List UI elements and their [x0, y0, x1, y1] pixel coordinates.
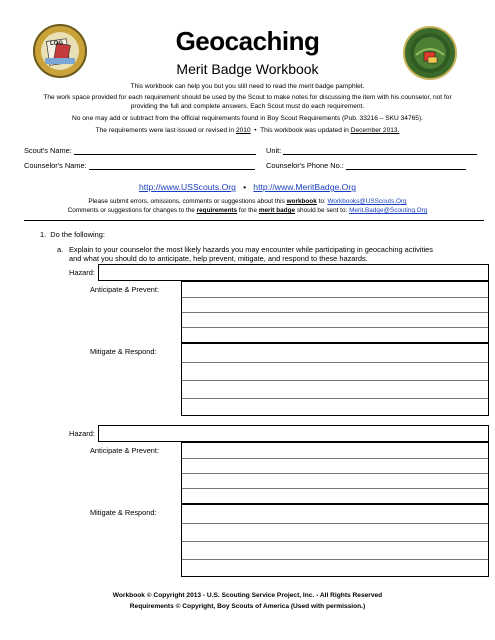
requirement-sub-text: [69, 245, 489, 263]
meritbadge-link[interactable]: http://www.MeritBadge.Org: [253, 182, 356, 192]
comments-for-the: for the: [238, 207, 258, 214]
counselor-name-field[interactable]: [24, 161, 255, 170]
revised-year: 2010: [235, 127, 251, 134]
revision-line: [20, 126, 475, 135]
requirement-1: [40, 230, 105, 239]
workbooks-email-link[interactable]: Workbooks@USScouts.Org: [327, 198, 407, 205]
comments-prefix: Comments or suggestions for changes to the: [67, 207, 195, 214]
scout-name-label: Scout's Name:: [24, 146, 72, 155]
submit-errors-line: [0, 198, 495, 205]
revision-bullet: •: [254, 127, 257, 134]
requirement-text: Do the following:: [50, 230, 105, 239]
updated-prefix: This workbook was updated in: [260, 127, 349, 134]
comments-requirements-word: requirements: [196, 207, 238, 214]
official-requirements-line: No one may add or subtract from the official requirements found in Boy Scout Requirements (Pub. 33216 – SKU 34765).: [71, 115, 423, 122]
intro-line-3: providing the full and complete answers. Each Scout must do each requirement.: [130, 103, 365, 110]
updated-date: December 2013.: [350, 127, 400, 134]
requirement-sub-text-line-2: and what you should do to anticipate, help prevent, mitigate, and respond to these hazards.: [69, 254, 368, 263]
requirement-sub-letter: a.: [57, 245, 64, 254]
mitigate-input-2[interactable]: [181, 504, 489, 577]
mitigate-input-1[interactable]: [181, 343, 489, 416]
unit-field[interactable]: [266, 146, 477, 155]
revised-prefix: The requirements were last issued or revised in: [95, 127, 235, 134]
website-links: [0, 182, 495, 192]
intro-line-2: The work space provided for each requirement should be used by the Scout to make notes for discussing the item with his counselor, not for: [43, 94, 452, 101]
intro-line-1: This workbook can help you but you still need to read the merit badge pamphlet.: [130, 83, 365, 90]
hazard-input-1[interactable]: [98, 264, 489, 281]
comments-line: [0, 207, 495, 214]
mitigate-label-2: Mitigate & Respond:: [90, 508, 157, 517]
scout-name-field[interactable]: [24, 146, 256, 155]
anticipate-input-2[interactable]: [181, 442, 489, 504]
submit-workbook-word: workbook: [286, 198, 317, 205]
requirement-sub-text-line-1: Explain to your counselor the most likely hazards you may encounter while participating in geocaching activities: [69, 245, 433, 254]
mitigate-label-1: Mitigate & Respond:: [90, 347, 157, 356]
unit-label: Unit:: [266, 146, 282, 155]
counselor-name-line[interactable]: [89, 161, 255, 170]
usscouts-link[interactable]: http://www.USScouts.Org: [138, 182, 236, 192]
footer-copyright-line-1: Workbook © Copyright 2013 - U.S. Scouting Service Project, Inc. - All Rights Reserved: [112, 592, 383, 599]
counselor-name-label: Counselor's Name:: [24, 161, 87, 170]
page-subtitle: Merit Badge Workbook: [176, 61, 319, 77]
anticipate-input-1[interactable]: [181, 281, 489, 343]
hazard-label-1: Hazard:: [69, 268, 95, 277]
page-title: Geocaching: [175, 26, 320, 56]
hazard-label-2: Hazard:: [69, 429, 95, 438]
submit-prefix: Please submit errors, omissions, comments or suggestions about this: [88, 198, 285, 205]
hazard-input-2[interactable]: [98, 425, 489, 442]
requirement-number: 1.: [40, 230, 47, 239]
section-divider: [24, 220, 484, 221]
merit-badge-email-link[interactable]: Merit.Badge@Scouting.Org: [349, 207, 428, 214]
scout-name-line[interactable]: [74, 146, 256, 155]
footer-copyright-line-2: Requirements © Copyright, Boy Scouts of America (Used with permission.): [129, 603, 366, 610]
log-badge-label: LOG: [50, 41, 63, 47]
comments-merit-badge-word: merit badge: [258, 207, 296, 214]
counselor-phone-line[interactable]: [346, 161, 466, 170]
anticipate-label-2: Anticipate & Prevent:: [90, 446, 160, 455]
anticipate-label-1: Anticipate & Prevent:: [90, 285, 160, 294]
unit-line[interactable]: [283, 146, 477, 155]
counselor-phone-label: Counselor's Phone No.:: [266, 161, 344, 170]
submit-to: to:: [318, 198, 326, 205]
links-bullet: •: [243, 182, 247, 192]
comments-sent-to: should be sent to:: [296, 207, 348, 214]
counselor-phone-field[interactable]: [266, 161, 466, 170]
